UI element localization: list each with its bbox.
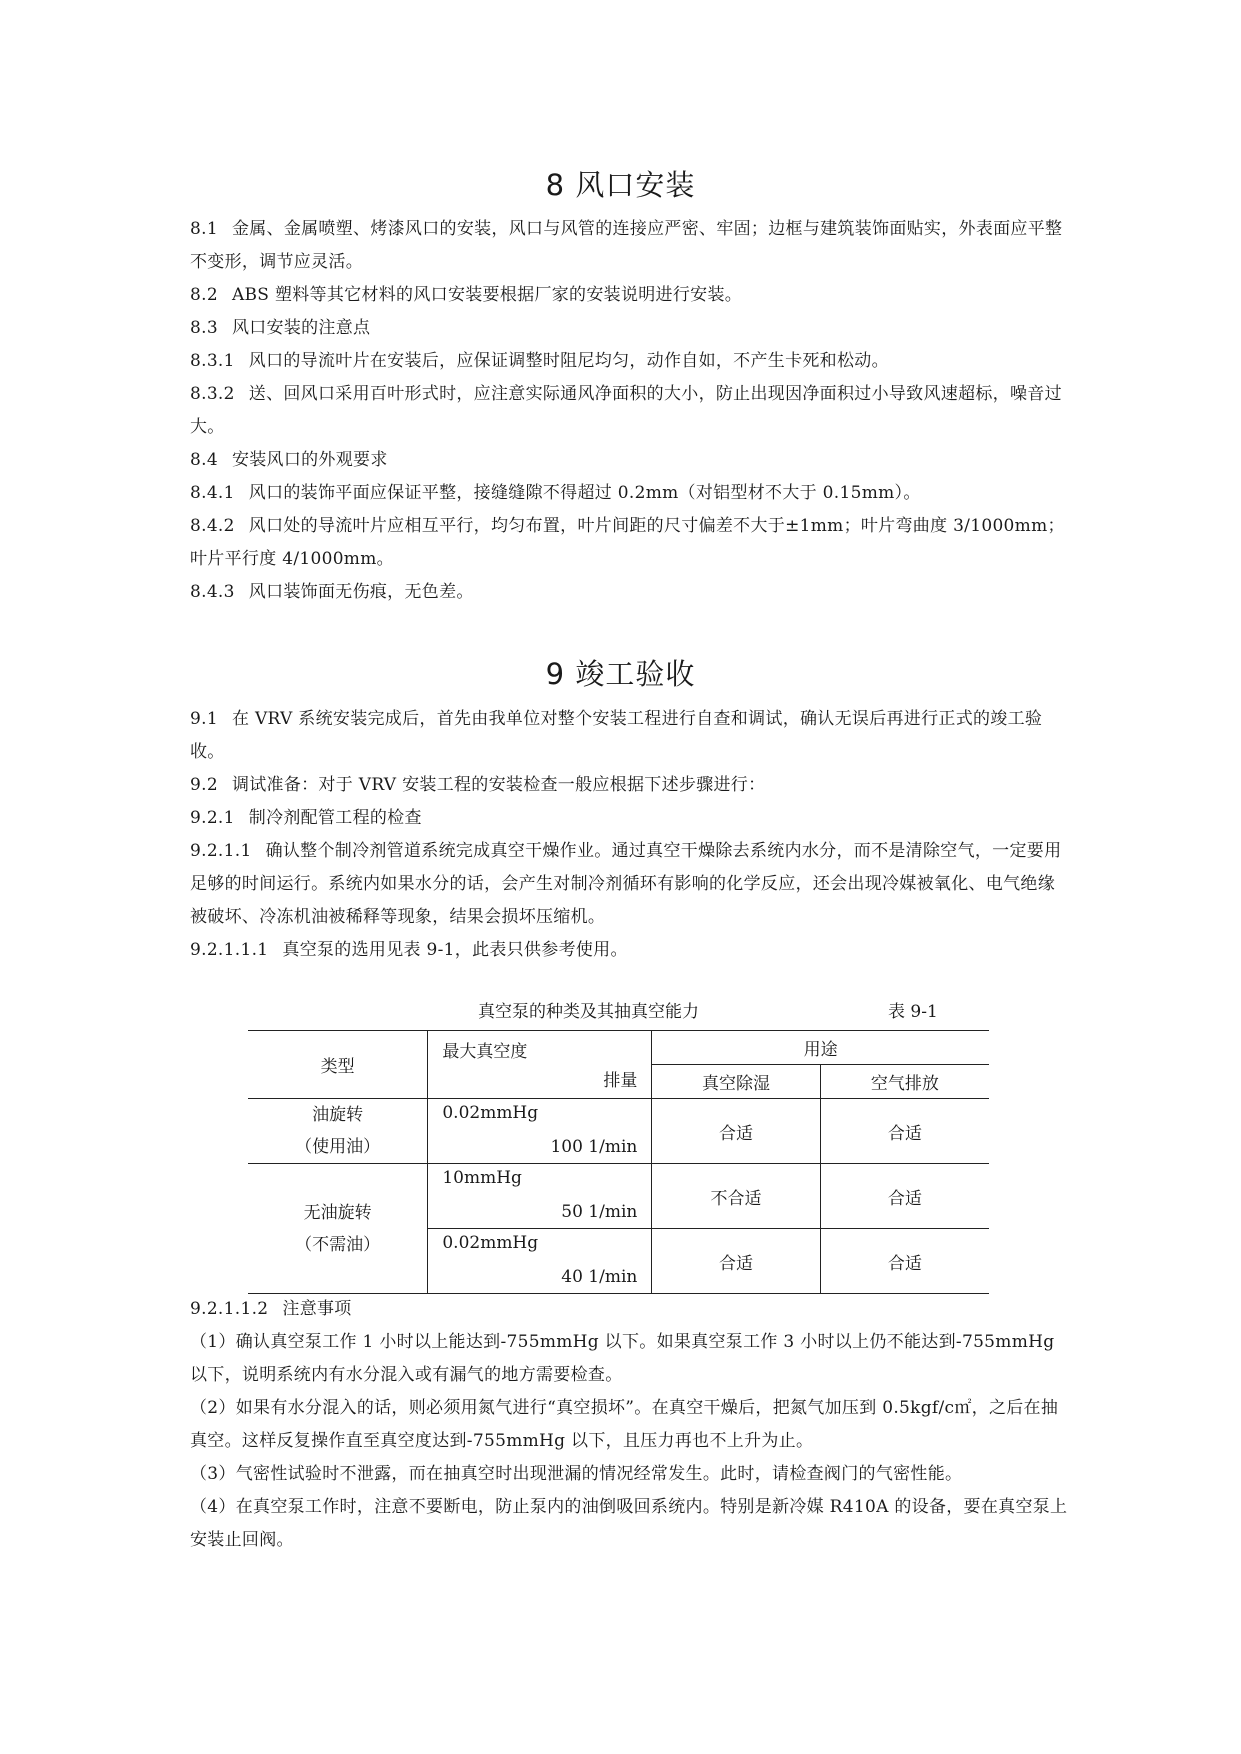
paragraph-number: 9.2.1.1.1 xyxy=(190,940,269,960)
paragraph-9-2-1-1-1 xyxy=(190,934,1068,967)
paragraph-number: 8.3.1 xyxy=(190,351,235,371)
type-note: （使用油） xyxy=(295,1137,381,1157)
paragraph-number: 9.2.1.1 xyxy=(190,841,252,861)
paragraph-text: 确认整个制冷剂管道系统完成真空干燥作业。通过真空干燥除去系统内水分，而不是清除空气，一定要用足够的时间运行。系统内如果水分的话，会产生对制冷剂循环有影响的化学反应，还会出现冷媒被氧化、电气绝缘被破坏、冷冻机油被稀释等现象，结果会损坏压缩机。 xyxy=(190,841,1062,927)
paragraph-number: 9.2 xyxy=(190,775,218,795)
paragraph-text: 金属、金属喷塑、烤漆风口的安装，风口与风管的连接应严密、牢固；边框与建筑装饰面贴实，外表面应平整不变形，调节应灵活。 xyxy=(190,219,1063,272)
paragraph-8-1 xyxy=(190,213,1068,279)
paragraph-text: 在 VRV 系统安装完成后，首先由我单位对整个安装工程进行自查和调试，确认无误后再进行正式的竣工验收。 xyxy=(190,709,1043,762)
paragraph-8-3-2 xyxy=(190,378,1068,444)
purge-cell: 合适 xyxy=(820,1164,989,1229)
paragraph-text: 送、回风口采用百叶形式时，应注意实际通风净面积的大小，防止出现因净面积过小导致风速超标，噪音过大。 xyxy=(190,384,1062,437)
paragraph-text: 风口装饰面无伤痕，无色差。 xyxy=(248,582,474,602)
paragraph-text: 风口的导流叶片在安装后，应保证调整时阻尼均匀，动作自如，不产生卡死和松动。 xyxy=(248,351,889,371)
header-usage: 用途 xyxy=(652,1031,989,1065)
spec-cell xyxy=(428,1164,652,1229)
note-item-3: （3）气密性试验时不泄露，而在抽真空时出现泄漏的情况经常发生。此时，请检查阀门的气密性能。 xyxy=(190,1464,963,1484)
header-vacuum-dehumid: 真空除湿 xyxy=(652,1065,820,1099)
paragraph-number: 8.4.1 xyxy=(190,483,235,503)
paragraph-number: 8.3 xyxy=(190,318,218,338)
header-max-vacuum: 最大真空度 xyxy=(442,1041,528,1062)
paragraph-8-3-1 xyxy=(190,345,1068,378)
flow-value: 40 1/min xyxy=(561,1267,638,1287)
paragraph-8-4 xyxy=(190,444,1068,477)
vacuum-pump-table xyxy=(248,1030,989,1294)
paragraph-text: 风口处的导流叶片应相互平行，均匀布置，叶片间距的尺寸偏差不大于±1mm；叶片弯曲度 3/1000mm；叶片平行度 4/1000mm。 xyxy=(190,516,1065,569)
flow-value: 100 1/min xyxy=(550,1137,638,1157)
paragraph-number: 8.2 xyxy=(190,285,218,305)
purge-cell: 合适 xyxy=(820,1229,989,1294)
vacuum-value: 0.02mmHg xyxy=(442,1233,539,1253)
note-item-2: （2）如果有水分混入的话，则必须用氮气进行“真空损坏”。在真空干燥后，把氮气加压到 0.5kgf/c㎡，之后在抽真空。这样反复操作直至真空度达到-755mmHg 以下，且压力再也不上升为止。 xyxy=(190,1398,1059,1451)
section-9-heading: 9 竣工验收 xyxy=(545,657,696,691)
paragraph-text: 风口安装的注意点 xyxy=(231,318,371,338)
table-row xyxy=(248,1099,989,1164)
paragraph-8-4-3 xyxy=(190,576,1068,609)
paragraph-number: 8.4.3 xyxy=(190,582,235,602)
paragraph-9-2-1 xyxy=(190,802,1068,835)
paragraph-9-2 xyxy=(190,769,1068,802)
type-name: 油旋转 xyxy=(312,1105,364,1125)
paragraph-text: 注意事项 xyxy=(282,1299,352,1319)
note-item-1: （1）确认真空泵工作 1 小时以上能达到-755mmHg 以下。如果真空泵工作 3 小时以上仍不能达到-755mmHg 以下，说明系统内有水分混入或有漏气的地方需要检查。 xyxy=(190,1332,1055,1385)
vacuum-value: 10mmHg xyxy=(442,1168,522,1188)
paragraph-number: 9.1 xyxy=(190,709,218,729)
type-cell xyxy=(248,1099,428,1164)
paragraph-number: 9.2.1 xyxy=(190,808,235,828)
type-cell xyxy=(248,1164,428,1294)
dehumid-cell: 合适 xyxy=(652,1099,820,1164)
paragraph-9-1 xyxy=(190,703,1068,769)
header-air-purge: 空气排放 xyxy=(820,1065,989,1099)
header-spec xyxy=(428,1031,652,1099)
paragraph-8-4-1 xyxy=(190,477,1068,510)
header-type: 类型 xyxy=(248,1031,428,1099)
paragraph-text: 真空泵的选用见表 9-1，此表只供参考使用。 xyxy=(282,940,628,960)
paragraph-number: 8.4.2 xyxy=(190,516,235,536)
header-displacement: 排量 xyxy=(603,1070,638,1091)
paragraph-8-2 xyxy=(190,279,1068,312)
paragraph-8-4-2 xyxy=(190,510,1068,576)
spec-cell xyxy=(428,1099,652,1164)
paragraph-text: ABS 塑料等其它材料的风口安装要根据厂家的安装说明进行安装。 xyxy=(231,285,743,305)
table-number: 表 9-1 xyxy=(888,1002,938,1022)
spec-cell xyxy=(428,1229,652,1294)
paragraph-text: 调试准备：对于 VRV 安装工程的安装检查一般应根据下述步骤进行： xyxy=(231,775,766,795)
note-item-4: （4）在真空泵工作时，注意不要断电，防止泵内的油倒吸回系统内。特别是新冷媒 R410A 的设备，要在真空泵上安装止回阀。 xyxy=(190,1497,1068,1550)
dehumid-cell: 不合适 xyxy=(652,1164,820,1229)
purge-cell: 合适 xyxy=(820,1099,989,1164)
paragraph-number: 8.3.2 xyxy=(190,384,235,404)
flow-value: 50 1/min xyxy=(561,1202,638,1222)
dehumid-cell: 合适 xyxy=(652,1229,820,1294)
paragraph-text: 风口的装饰平面应保证平整，接缝缝隙不得超过 0.2mm（对铝型材不大于 0.15mm）。 xyxy=(248,483,921,503)
table-row xyxy=(248,1164,989,1229)
type-note: （不需油） xyxy=(295,1234,381,1255)
paragraph-9-2-1-1 xyxy=(190,835,1068,934)
section-8-heading: 8 风口安装 xyxy=(545,168,696,202)
paragraph-number: 8.1 xyxy=(190,219,218,239)
paragraph-9-2-1-1-2 xyxy=(190,1293,1068,1326)
table-title: 真空泵的种类及其抽真空能力 xyxy=(478,1002,699,1022)
paragraph-text: 制冷剂配管工程的检查 xyxy=(248,808,422,828)
paragraph-number: 9.2.1.1.2 xyxy=(190,1299,269,1319)
paragraph-text: 安装风口的外观要求 xyxy=(231,450,388,470)
paragraph-number: 8.4 xyxy=(190,450,218,470)
paragraph-8-3 xyxy=(190,312,1068,345)
type-name: 无油旋转 xyxy=(303,1202,372,1223)
vacuum-value: 0.02mmHg xyxy=(442,1103,539,1123)
